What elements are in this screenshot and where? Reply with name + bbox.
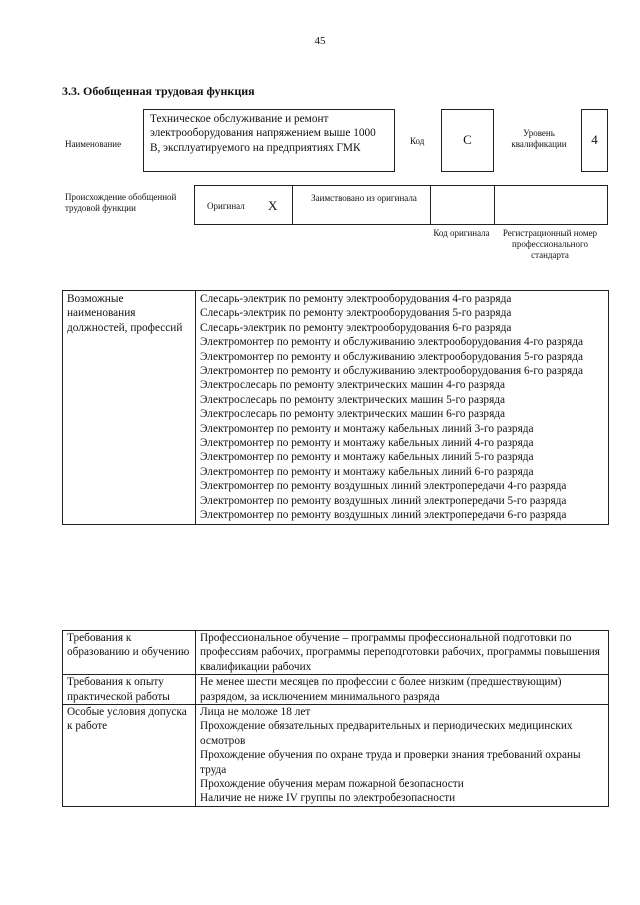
positions-label: Возможные наименования должностей, профессий bbox=[67, 293, 183, 334]
positions-table bbox=[62, 290, 609, 525]
origin-divider-1 bbox=[292, 186, 293, 224]
positions-list bbox=[196, 291, 609, 525]
list-item: Электромонтер по ремонту и монтажу кабельных линий 4-го разряда bbox=[200, 437, 534, 450]
list-item: Слесарь-электрик по ремонту электрооборудования 6-го разряда bbox=[200, 321, 512, 334]
requirements-table bbox=[62, 630, 609, 807]
name-value-box bbox=[143, 109, 395, 172]
positions-row bbox=[63, 291, 609, 525]
original-code-caption: Код оригинала bbox=[433, 228, 490, 238]
origin-divider-3 bbox=[494, 186, 495, 224]
name-value: Техническое обслуживание и ремонт электрооборудования напряжением выше 1000 В, эксплуатируемого на предприятиях ГМК bbox=[150, 113, 376, 154]
list-item: Слесарь-электрик по ремонту электрооборудования 4-го разряда bbox=[200, 293, 512, 305]
list-item: Электрослесарь по ремонту электрических машин 4-го разряда bbox=[200, 379, 506, 392]
origin-label: Происхождение обобщенной трудовой функции bbox=[65, 192, 177, 213]
original-mark: X bbox=[268, 198, 278, 213]
list-item: Электромонтер по ремонту и обслуживанию электрооборудования 4-го разряда bbox=[200, 336, 583, 349]
requirement-line: Прохождение обязательных предварительных и периодических медицинских осмотров bbox=[200, 720, 573, 747]
requirement-line: Лица не моложе 18 лет bbox=[200, 706, 311, 719]
reg-number-caption: Регистрационный номер профессионального стандарта bbox=[502, 228, 598, 260]
code-value-box bbox=[441, 109, 494, 172]
table-row bbox=[63, 705, 609, 807]
positions-label-cell bbox=[63, 291, 196, 525]
list-item: Электромонтер по ремонту и обслуживанию электрооборудования 5-го разряда bbox=[200, 350, 583, 363]
origin-box bbox=[194, 185, 608, 225]
origin-divider-2 bbox=[430, 186, 431, 224]
requirement-label: Особые условия допуска к работе bbox=[67, 706, 187, 733]
list-item: Электромонтер по ремонту и монтажу кабельных линий 6-го разряда bbox=[200, 465, 534, 478]
requirement-line: Профессиональное обучение – программы профессиональной подготовки по профессиям рабочих, программы переподготовки рабочих, программы повышения квалификации рабочих bbox=[200, 632, 600, 673]
original-label: Оригинал bbox=[207, 201, 245, 211]
requirement-label-cell bbox=[63, 631, 196, 675]
requirement-line: Не менее шести месяцев по профессии с более низким (предшествующим) разрядом, за исключением минимального разряда bbox=[200, 676, 562, 703]
requirement-value-cell bbox=[196, 631, 609, 675]
section-title: 3.3. Обобщенная трудовая функция bbox=[62, 84, 255, 98]
requirement-value-cell bbox=[196, 675, 609, 705]
list-item: Электромонтер по ремонту воздушных линий электропередачи 5-го разряда bbox=[200, 494, 567, 507]
requirement-label: Требования к опыту практической работы bbox=[67, 676, 170, 703]
list-item: Слесарь-электрик по ремонту электрооборудования 5-го разряда bbox=[200, 307, 512, 320]
list-item: Электромонтер по ремонту и обслуживанию электрооборудования 6-го разряда bbox=[200, 365, 583, 378]
borrowed-label: Заимствовано из оригинала bbox=[311, 193, 417, 203]
list-item: Электромонтер по ремонту воздушных линий электропередачи 6-го разряда bbox=[200, 509, 567, 522]
page-number: 45 bbox=[314, 35, 326, 47]
level-label: Уровень квалификации bbox=[511, 128, 567, 149]
table-row bbox=[63, 675, 609, 705]
level-value: 4 bbox=[591, 132, 598, 147]
code-label: Код bbox=[410, 136, 425, 146]
requirement-label-cell bbox=[63, 705, 196, 807]
list-item: Электрослесарь по ремонту электрических машин 5-го разряда bbox=[200, 393, 506, 406]
list-item: Электрослесарь по ремонту электрических машин 6-го разряда bbox=[200, 408, 506, 421]
requirement-line: Наличие не ниже IV группы по электробезопасности bbox=[200, 792, 456, 805]
requirement-line: Прохождение обучения по охране труда и проверки знания требований охраны труда bbox=[200, 749, 581, 776]
name-label: Наименование bbox=[65, 139, 122, 149]
list-item: Электромонтер по ремонту и монтажу кабельных линий 3-го разряда bbox=[200, 422, 534, 435]
requirement-label-cell bbox=[63, 675, 196, 705]
requirement-line: Прохождение обучения мерам пожарной безопасности bbox=[200, 778, 464, 791]
list-item: Электромонтер по ремонту воздушных линий электропередачи 4-го разряда bbox=[200, 480, 567, 493]
requirement-value-cell bbox=[196, 705, 609, 807]
table-row bbox=[63, 631, 609, 675]
requirement-label: Требования к образованию и обучению bbox=[67, 632, 190, 659]
code-value: C bbox=[463, 132, 472, 147]
list-item: Электромонтер по ремонту и монтажу кабельных линий 5-го разряда bbox=[200, 451, 534, 464]
level-value-box bbox=[581, 109, 608, 172]
